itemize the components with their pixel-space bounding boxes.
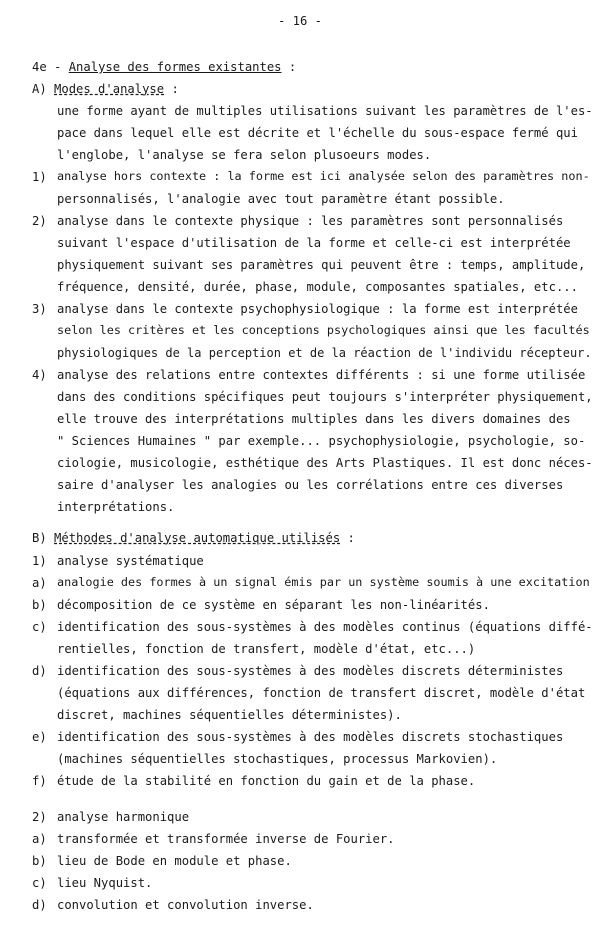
item-line: rentielles, fonction de transfert, modèle d'état, etc...)	[57, 642, 476, 656]
item-line: lieu Nyquist.	[57, 876, 153, 890]
item-label: c)	[32, 620, 47, 634]
item-label: d)	[32, 664, 47, 678]
item-label: 2)	[32, 214, 47, 228]
item-line: elle trouve des interprétations multiples dans les divers domaines des	[57, 412, 571, 426]
item-line: physiologiques de la perception et de la réaction de l'individu récepteur.	[57, 346, 592, 360]
part-a-title: Modes d'analyse	[54, 82, 165, 96]
item-line: selon les critères et les conceptions psychologiques ainsi que les facultés	[57, 323, 590, 337]
group-label: 2)	[32, 810, 47, 824]
item-label: c)	[32, 876, 47, 890]
section-label: 4e	[32, 60, 47, 74]
group-title: analyse systématique	[57, 554, 204, 568]
item-label: 1)	[32, 170, 47, 184]
part-a-intro-line: pace dans lequel elle est décrite et l'échelle du sous-espace fermé qui	[57, 126, 578, 140]
part-b-label: B)	[32, 531, 47, 545]
item-line: interprétations.	[57, 500, 175, 514]
item-line: décomposition de ce système en séparant les non-linéarités.	[57, 598, 490, 612]
group-title: analyse harmonique	[57, 810, 190, 824]
item-line: suivant l'espace d'utilisation de la forme et celle-ci est interprétée	[57, 236, 571, 250]
group-label: 1)	[32, 554, 47, 568]
part-a-intro-line: une forme ayant de multiples utilisations suivant les paramètres de l'es-	[57, 104, 593, 118]
item-label: 4)	[32, 368, 47, 382]
item-label: b)	[32, 854, 47, 868]
item-line: étude de la stabilité en fonction du gain et de la phase.	[57, 774, 476, 788]
item-line: (machines séquentielles stochastiques, processus Markovien).	[57, 752, 498, 766]
item-line: physiquement suivant ses paramètres qui peuvent être : temps, amplitude,	[57, 258, 586, 272]
part-a-intro-line: l'englobe, l'analyse se fera selon plusoeurs modes.	[57, 148, 432, 162]
part-b-heading	[32, 532, 355, 544]
item-line: (équations aux différences, fonction de transfert discret, modèle d'état	[57, 686, 586, 700]
item-label: f)	[32, 774, 47, 788]
item-line: convolution et convolution inverse.	[57, 898, 314, 912]
item-line: lieu de Bode en module et phase.	[57, 854, 292, 868]
section-heading	[32, 61, 296, 73]
part-a-label: A)	[32, 82, 47, 96]
item-line: ciologie, musicologie, esthétique des Arts Plastiques. Il est donc néces-	[57, 456, 593, 470]
item-line: identification des sous-systèmes à des modèles continus (équations diffé-	[57, 620, 593, 634]
section-colon: :	[288, 60, 297, 74]
item-label: a)	[32, 576, 47, 590]
part-a-colon: :	[171, 82, 179, 96]
item-line: identification des sous-systèmes à des modèles discrets stochastiques	[57, 730, 564, 744]
item-label: e)	[32, 730, 47, 744]
section-title: Analyse des formes existantes	[68, 60, 282, 74]
section-dash: -	[54, 60, 62, 74]
item-label: 3)	[32, 302, 47, 316]
item-line: dans des conditions spécifiques peut toujours s'interpréter physiquement,	[57, 390, 593, 404]
item-line: fréquence, densité, durée, phase, module, composantes spatiales, etc...	[57, 280, 578, 294]
item-line: analyse dans le contexte psychophysiologique : la forme est interprétée	[57, 302, 578, 316]
item-line: identification des sous-systèmes à des modèles discrets déterministes	[57, 664, 564, 678]
item-line: analyse dans le contexte physique : les paramètres sont personnalisés	[57, 214, 564, 228]
item-line: saire d'analyser les analogies ou les corrélations entre ces diverses	[57, 478, 564, 492]
item-line: analogie des formes à un signal émis par un système soumis à une excitation	[57, 575, 590, 589]
item-label: b)	[32, 598, 47, 612]
item-line: personnalisés, l'analogie avec tout paramètre étant possible.	[57, 192, 505, 206]
part-a-heading	[32, 83, 179, 95]
part-b-title: Méthodes d'analyse automatique utilisés	[54, 531, 341, 545]
part-b-colon: :	[347, 531, 355, 545]
item-line: analyse hors contexte : la forme est ici analysée selon des paramètres non-	[57, 169, 590, 183]
item-label: a)	[32, 832, 47, 846]
item-line: analyse des relations entre contextes différents : si une forme utilisée	[57, 368, 586, 382]
item-line: discret, machines séquentielles déterministes).	[57, 708, 402, 722]
item-line: transformée et transformée inverse de Fourier.	[57, 832, 395, 846]
page-number: - 16 -	[277, 14, 323, 28]
item-label: d)	[32, 898, 47, 912]
item-line: " Sciences Humaines " par exemple... psychophysiologie, psychologie, so-	[57, 434, 586, 448]
